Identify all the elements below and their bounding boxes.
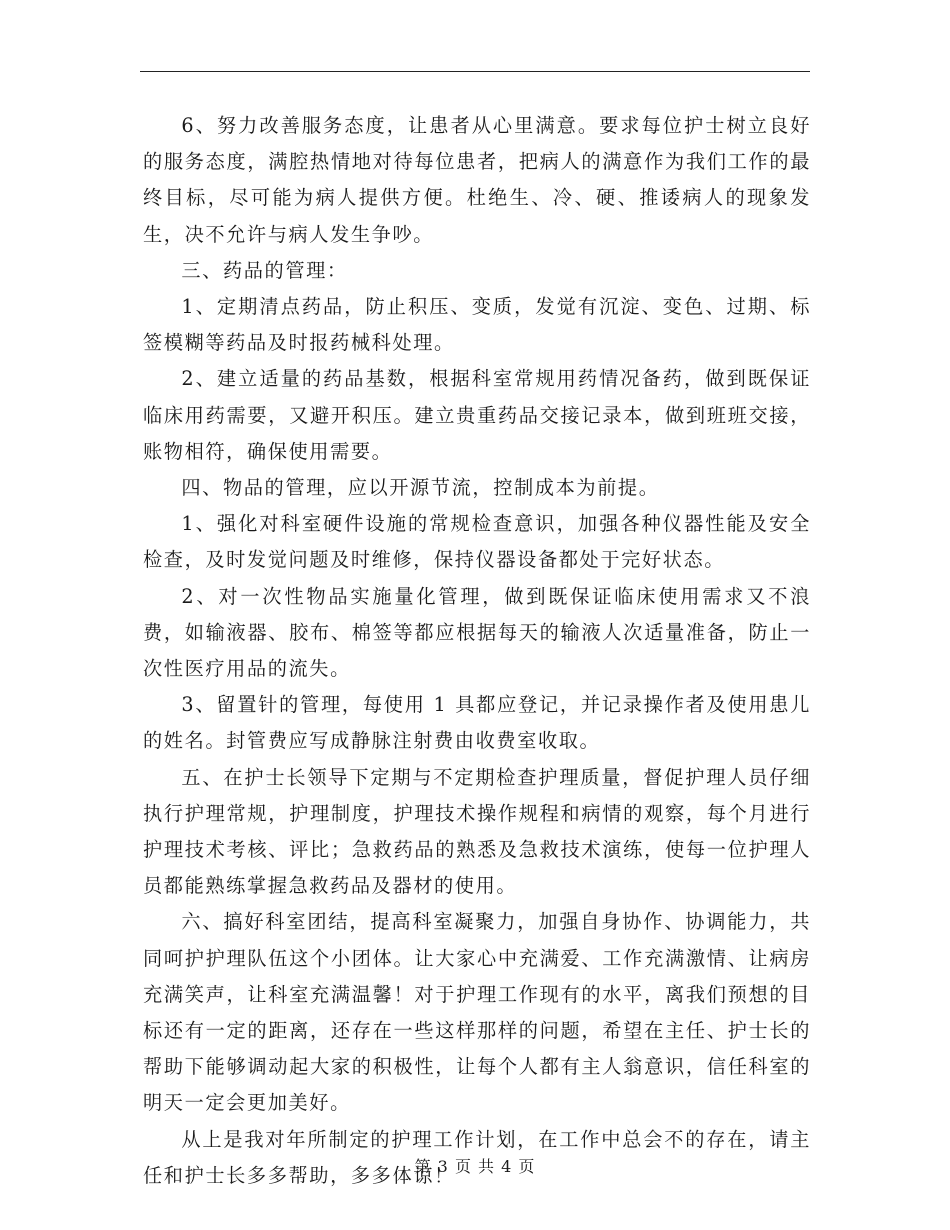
paragraph-team-unity: 六、搞好科室团结，提高科室凝聚力，加强自身协作、协调能力，共同呵护护理队伍这个小团体。让大家心中充满爱、工作充满激情、让病房充满笑声，让科室充满温馨！对于护理工作现有的水平，离我们预想的目标还有一定的距离，还存在一些这样那样的问题，希望在主任、护士长的帮助下能够调动起大家的积极性，让每个人都有主人翁意识，信任科室的明天一定会更加美好。: [143, 910, 811, 1115]
paragraph-disposables: 2、对一次性物品实施量化管理，做到既保证临床使用需求又不浪费，如输液器、胶布、棉签等都应根据每天的输液人次适量准备，防止一次性医疗用品的流失。: [143, 584, 811, 681]
paragraph-service-attitude: 6、努力改善服务态度，让患者从心里满意。要求每位护士树立良好的服务态度，满腔热情地对待每位患者，把病人的满意作为我们工作的最终目标，尽可能为病人提供方便。杜绝生、冷、硬、推诿病人的现象发生，决不允许与病人发生争吵。: [143, 114, 811, 246]
paragraph-equipment-inspection: 1、强化对科室硬件设施的常规检查意识，加强各种仪器性能及安全检查，及时发觉问题及时维修，保持仪器设备都处于完好状态。: [143, 512, 811, 572]
section-heading-drug-management: 三、药品的管理：: [181, 258, 348, 282]
paragraph-indwelling-needle: 3、留置针的管理，每使用 1 具都应登记，并记录操作者及使用患儿的姓名。封管费应写成静脉注射费由收费室收取。: [143, 693, 811, 753]
paragraph-closing: 从上是我对年所制定的护理工作计划，在工作中总会不的存在，请主任和护士长多多帮助，多多体谅！: [143, 1127, 811, 1187]
paragraph-drug-base-stock: 2、建立适量的药品基数，根据科室常规用药情况备药，做到既保证临床用药需要，又避开积压。建立贵重药品交接记录本，做到班班交接，账物相符，确保使用需要。: [143, 367, 811, 463]
section-heading-supplies-management: 四、物品的管理，应以开源节流，控制成本为前提。: [181, 476, 660, 500]
paragraph-drug-inventory: 1、定期清点药品，防止积压、变质，发觉有沉淀、变色、过期、标签模糊等药品及时报药械科处理。: [143, 295, 811, 355]
header-rule: [140, 71, 810, 72]
document-body: [143, 108, 811, 1194]
page-number: 第 3 页 共 4 页: [414, 1157, 536, 1176]
paragraph-quality-inspection: 五、在护士长领导下定期与不定期检查护理质量，督促护理人员仔细执行护理常规，护理制度，护理技术操作规程和病情的观察，每个月进行护理技术考核、评比；急救药品的熟悉及急救技术演练，使每一位护理人员都能熟练掌握急救药品及器材的使用。: [143, 765, 811, 898]
